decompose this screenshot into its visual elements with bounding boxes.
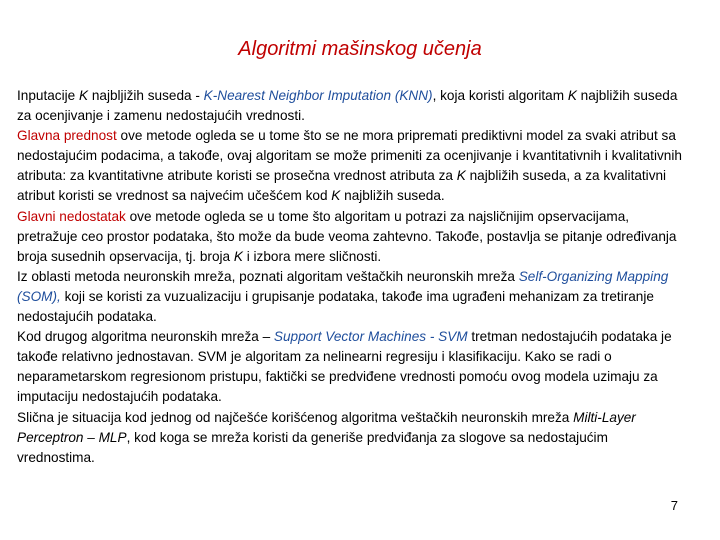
paragraph-som bbox=[17, 267, 689, 327]
paragraph-disadvantage bbox=[17, 207, 689, 267]
text-run: i izbora mere sličnosti. bbox=[242, 248, 382, 264]
text-run: K bbox=[331, 188, 341, 204]
text-run: K bbox=[233, 248, 243, 264]
text-run: Iz oblasti metoda neuronskih mreža, poznati algoritam veštačkih neuronskih mreža bbox=[17, 268, 519, 284]
text-run: Slična je situacija kod jednog od najčešće korišćenog algoritma veštačkih neuronskih mreža bbox=[17, 409, 574, 425]
paragraph-advantage bbox=[17, 126, 689, 206]
text-run: najbližih suseda za ocenjivanje i zamenu nedostajućih vrednosti. bbox=[17, 88, 678, 124]
text-run: , koja koristi algoritam bbox=[432, 88, 568, 103]
advantage-label: Glavna prednost bbox=[17, 128, 117, 144]
text-run: Inputacije bbox=[17, 88, 79, 103]
knn-term: K-Nearest Neighbor Imputation (KNN) bbox=[203, 88, 433, 103]
text-run: tretman nedostajućih podataka je takođe relativno jednostavan. SVM je algoritam za nelinearni regresiju i klasifikaciju. Kako se radi o neparametarskom regresionom pristupu, faktički se predviđene vrednosti pomoću ovog modela uzimaju za imputaciju nedostajućih podataka. bbox=[17, 329, 672, 405]
text-run: Kod drugog algoritma neuronskih mreža – bbox=[17, 329, 274, 345]
som-term: Self-Organizing Mapping (SOM), bbox=[17, 268, 669, 304]
text-run: najbližih suseda, a za kvalitativni atribut koristi se vrednost sa najvećim učešćem kod bbox=[17, 168, 667, 204]
mlp-term: Milti-Layer Perceptron – MLP bbox=[17, 409, 636, 445]
text-run: najbližih suseda. bbox=[340, 188, 445, 204]
text-run: K bbox=[78, 88, 89, 103]
text-run: ove metode ogleda se u tome što se ne mora pripremati prediktivni model za svaki atribut sa nedostajućim podacima, a takođe, ovaj algoritam se može primeniti za ocenjivanje i kvantitativnih i kvalitativnih atributa: za kvantitativne atribute koristi se prosečna vrednost atributa za bbox=[17, 128, 682, 184]
disadvantage-label: Glavni nedostatak bbox=[17, 208, 126, 224]
text-run: najbljižih suseda - bbox=[88, 88, 204, 103]
text-run: , kod koga se mreža koristi da generiše predviđanja za slogove sa nedostajućim vrednostima. bbox=[17, 429, 608, 465]
slide-title: Algoritmi mašinskog učenja bbox=[238, 38, 482, 60]
text-run: K bbox=[567, 88, 577, 103]
text-run: K bbox=[456, 168, 466, 184]
paragraph-knn-intro bbox=[17, 86, 689, 126]
paragraph-mlp bbox=[17, 408, 689, 468]
text-run: ove metode ogleda se u tome što algoritam u potrazi za najsličnijim opservacijama, pretražuje ceo prostor podataka, što može da bude veoma zahtevno. Takođe, postavlja se pitanje određivanja broja susednih opservacija, tj. broja bbox=[17, 208, 677, 264]
slide-body bbox=[17, 86, 689, 468]
svm-term: Support Vector Machines - SVM bbox=[273, 329, 468, 345]
page-number: 7 bbox=[670, 498, 678, 513]
text-run: koji se koristi za vuzualizaciju i grupisanje podataka, takođe ima ugrađeni mehanizam za tretiranje nedostajućih podataka. bbox=[17, 288, 654, 325]
paragraph-svm bbox=[17, 327, 689, 407]
